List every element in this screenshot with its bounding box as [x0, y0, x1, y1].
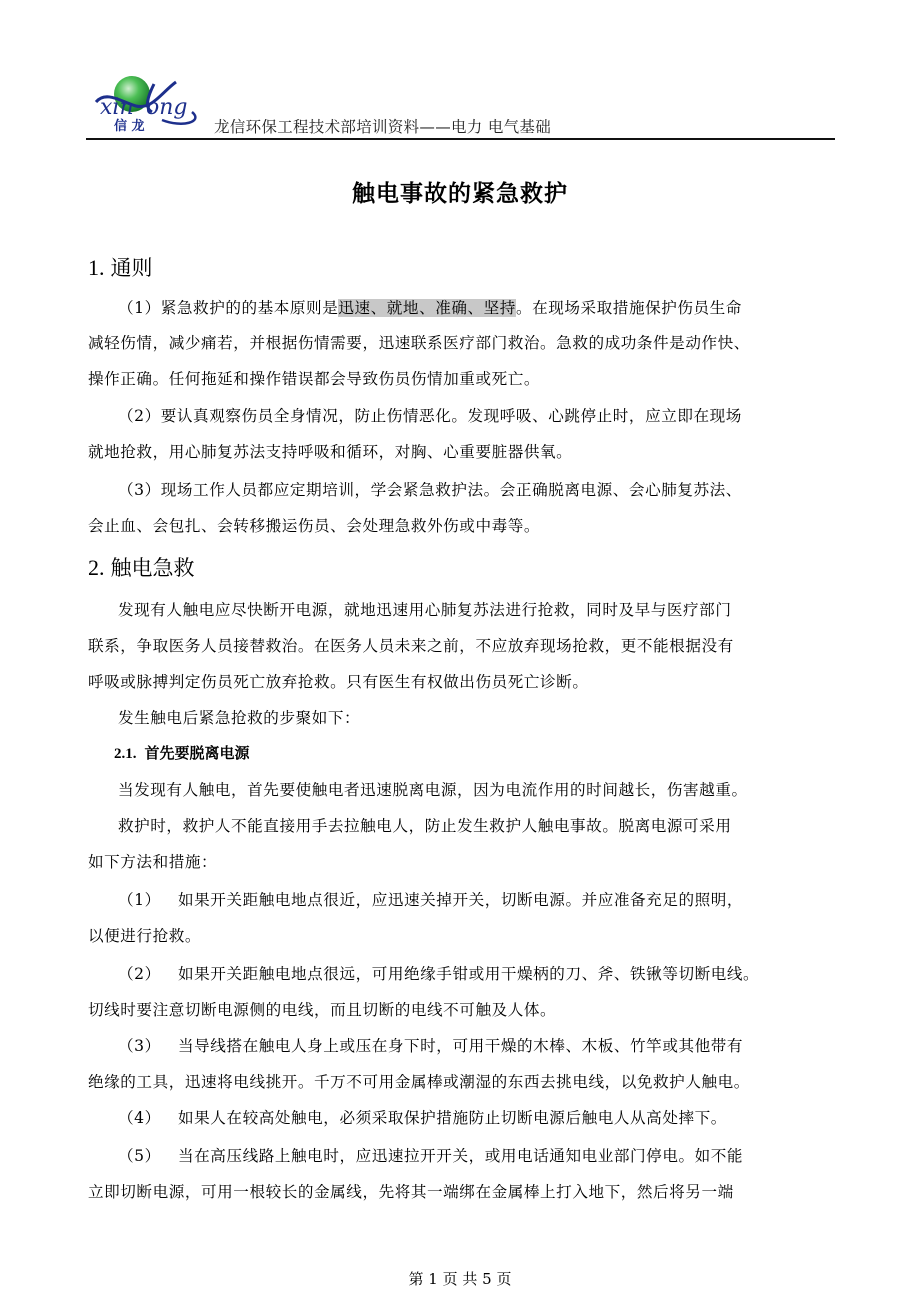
svg-text:xin: xin — [100, 95, 134, 120]
section-title: 通则 — [110, 256, 153, 280]
paragraph-line: （2）要认真观察伤员全身情况，防止伤情恶化。发现呼吸、心跳停止时，应立即在现场 — [118, 407, 742, 425]
section-number: 1. — [88, 255, 105, 280]
list-item — [118, 1034, 863, 1056]
company-logo — [92, 72, 210, 134]
page-number-footer: 第 1 页 共 5 页 — [408, 1270, 512, 1288]
subsection-title: 首先要脱离电源 — [144, 744, 250, 762]
svg-text:ong: ong — [146, 95, 188, 120]
list-item-number: （4） — [118, 1109, 161, 1127]
paragraph-line: 操作正确。任何拖延和操作错误都会导致伤员伤情加重或死亡。 — [88, 370, 541, 388]
list-item-number: （3） — [118, 1037, 161, 1055]
paragraph-line: 救护时，救护人不能直接用手去拉触电人，防止发生救护人触电事故。脱离电源可采用 — [118, 817, 732, 835]
list-item — [118, 888, 863, 910]
list-item-text: 当在高压线路上触电时，应迅速拉开开关，或用电话通知电业部门停电。如不能 — [178, 1147, 744, 1165]
document-title: 触电事故的紧急救护 — [352, 181, 568, 207]
section-title: 触电急救 — [110, 556, 195, 580]
paragraph-line: 以便进行抢救。 — [88, 927, 202, 945]
list-item-text: 如果人在较高处触电，必须采取保护措施防止切断电源后触电人从高处摔下。 — [178, 1109, 727, 1127]
text-run: 。在现场采取措施保护伤员生命 — [515, 299, 742, 317]
section-number: 2. — [88, 555, 105, 580]
subsection-number: 2.1. — [114, 746, 137, 762]
header-title: 龙信环保工程技术部培训资料——电力 电气基础 — [214, 118, 552, 136]
paragraph-line: （3）现场工作人员都应定期培训，学会紧急救护法。会正确脱离电源、会心肺复苏法、 — [118, 481, 742, 499]
list-item-number: （1） — [118, 891, 161, 909]
list-item — [118, 1144, 863, 1166]
list-item — [118, 1106, 863, 1128]
paragraph-line: 发现有人触电应尽快断开电源，就地迅速用心肺复苏法进行抢救，同时及早与医疗部门 — [118, 601, 732, 619]
paragraph-line: 发生触电后紧急抢救的步聚如下： — [118, 709, 361, 727]
paragraph-line: 联系，争取医务人员接替救治。在医务人员未来之前，不应放弃现场抢救，更不能根据没有 — [88, 637, 734, 655]
subsection-heading — [114, 742, 250, 763]
list-item-number: （5） — [118, 1147, 161, 1165]
paragraph-line: 会止血、会包扎、会转移搬运伤员、会处理急救外伤或中毒等。 — [88, 517, 541, 535]
list-item — [118, 962, 863, 984]
header-divider — [86, 138, 835, 140]
paragraph-line: 切线时要注意切断电源侧的电线，而且切断的电线不可触及人体。 — [88, 1001, 557, 1019]
text-run: （1）紧急救护的的基本原则是 — [118, 299, 339, 317]
paragraph-line — [118, 296, 863, 318]
paragraph-line: 就地抢救，用心肺复苏法支持呼吸和循环，对胸、心重要脏器供氧。 — [88, 443, 573, 461]
paragraph-line: 如下方法和措施： — [88, 853, 218, 871]
list-item-text: 如果开关距触电地点很远，可用绝缘手钳或用干燥柄的刀、斧、铁锹等切断电线。 — [178, 965, 760, 983]
paragraph-line: 立即切断电源，可用一根较长的金属线，先将其一端绑在金属棒上打入地下，然后将另一端 — [88, 1183, 734, 1201]
paragraph-line: 减轻伤情，减少痛若，并根据伤情需要，迅速联系医疗部门救治。急救的成功条件是动作快、 — [88, 334, 750, 352]
section-1-heading — [88, 252, 153, 282]
list-item-number: （2） — [118, 965, 161, 983]
list-item-text: 当导线搭在触电人身上或压在身下时，可用干燥的木棒、木板、竹竿或其他带有 — [178, 1037, 744, 1055]
section-2-heading — [88, 552, 195, 582]
logo-cn-text: 信 龙 — [114, 119, 145, 134]
logo-globe-icon — [92, 72, 210, 134]
highlighted-text: 迅速、就地、准确、坚持 — [338, 299, 516, 317]
paragraph-line: 当发现有人触电，首先要使触电者迅速脱离电源，因为电流作用的时间越长，伤害越重。 — [118, 781, 748, 799]
paragraph-line: 呼吸或脉搏判定伤员死亡放弃抢救。只有医生有权做出伤员死亡诊断。 — [88, 673, 589, 691]
list-item-text: 如果开关距触电地点很近，应迅速关掉开关，切断电源。并应准备充足的照明， — [178, 891, 744, 909]
paragraph-line: 绝缘的工具，迅速将电线挑开。千万不可用金属棒或潮湿的东西去挑电线，以免救护人触电。 — [88, 1073, 750, 1091]
